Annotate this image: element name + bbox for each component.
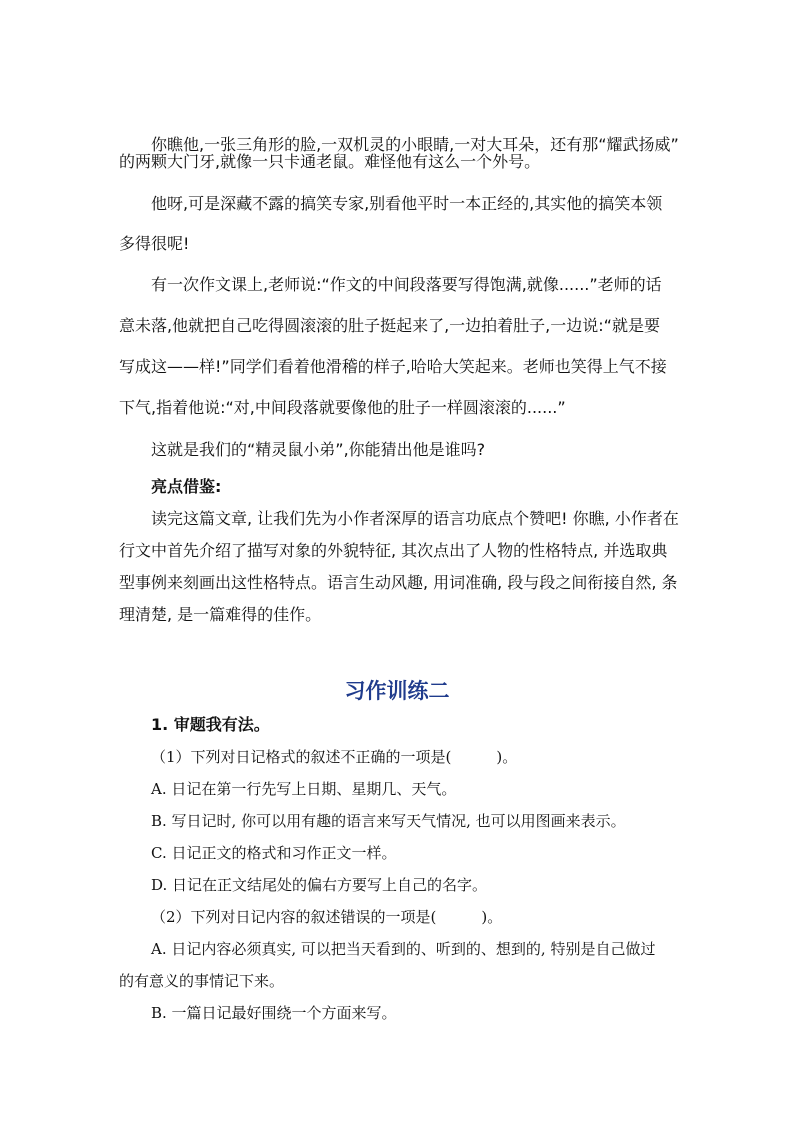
story-line: 多得很呢! bbox=[119, 234, 190, 253]
option-line: B. 写日记时, 你可以用有趣的语言来写天气情况, 也可以用图画来表示。 bbox=[151, 812, 626, 830]
option-line: 的有意义的事情记下来。 bbox=[119, 972, 285, 990]
section-title: 习作训练二 bbox=[344, 678, 450, 703]
story-line: 他呀,可是深藏不露的搞笑专家,别看他平时一本正经的,其实他的搞笑本领 bbox=[151, 194, 663, 213]
story-line: 有一次作文课上,老师说:“作文的中间段落要写得饱满,就像......”老师的话 bbox=[151, 275, 662, 294]
option-line: B. 一篇日记最好围绕一个方面来写。 bbox=[151, 1004, 397, 1022]
subsection-heading: 1. 审题我有法。 bbox=[151, 715, 270, 734]
story-line: 下气,指着他说:“对,中间段落就要像他的肚子一样圆滚滚的......” bbox=[119, 398, 566, 417]
option-line: A. 日记在第一行先写上日期、星期几、天气。 bbox=[151, 780, 457, 798]
story-line: 意未落,他就把自己吃得圆滚滚的肚子挺起来了,一边拍着肚子,一边说:“就是要 bbox=[119, 316, 660, 335]
highlight-line: 读完这篇文章, 让我们先为小作者深厚的语言功底点个赞吧! 你瞧, 小作者在 bbox=[151, 509, 679, 528]
story-line: 你瞧他,一张三角形的脸,一双机灵的小眼睛,一对大耳朵，还有那“耀武扬威” bbox=[151, 135, 679, 154]
story-line: 写成这——样!”同学们看着他滑稽的样子,哈哈大笑起来。老师也笑得上气不接 bbox=[119, 357, 667, 376]
highlight-heading: 亮点借鉴: bbox=[151, 477, 222, 496]
highlight-line: 理清楚, 是一篇难得的佳作。 bbox=[119, 605, 322, 624]
question-line: （1）下列对日记格式的叙述不正确的一项是( )。 bbox=[151, 748, 518, 766]
option-line: C. 日记正文的格式和习作正文一样。 bbox=[151, 844, 397, 862]
highlight-line: 型事例来刻画出这性格特点。语言生动风趣, 用词准确, 段与段之间衔接自然, 条 bbox=[119, 573, 678, 592]
question-line: （2）下列对日记内容的叙述错误的一项是( )。 bbox=[151, 908, 503, 926]
story-line: 的两颗大门牙,就像一只卡通老鼠。难怪他有这么一个外号。 bbox=[119, 152, 541, 171]
story-line: 这就是我们的“精灵鼠小弟”,你能猜出他是谁吗? bbox=[151, 440, 486, 459]
option-line: D. 日记在正文结尾处的偏右方要写上自己的名字。 bbox=[151, 876, 488, 894]
highlight-line: 行文中首先介绍了描写对象的外貌特征, 其次点出了人物的性格特点, 并选取典 bbox=[119, 541, 668, 560]
option-line: A. 日记内容必须真实, 可以把当天看到的、听到的、想到的, 特别是自己做过 bbox=[151, 940, 656, 958]
